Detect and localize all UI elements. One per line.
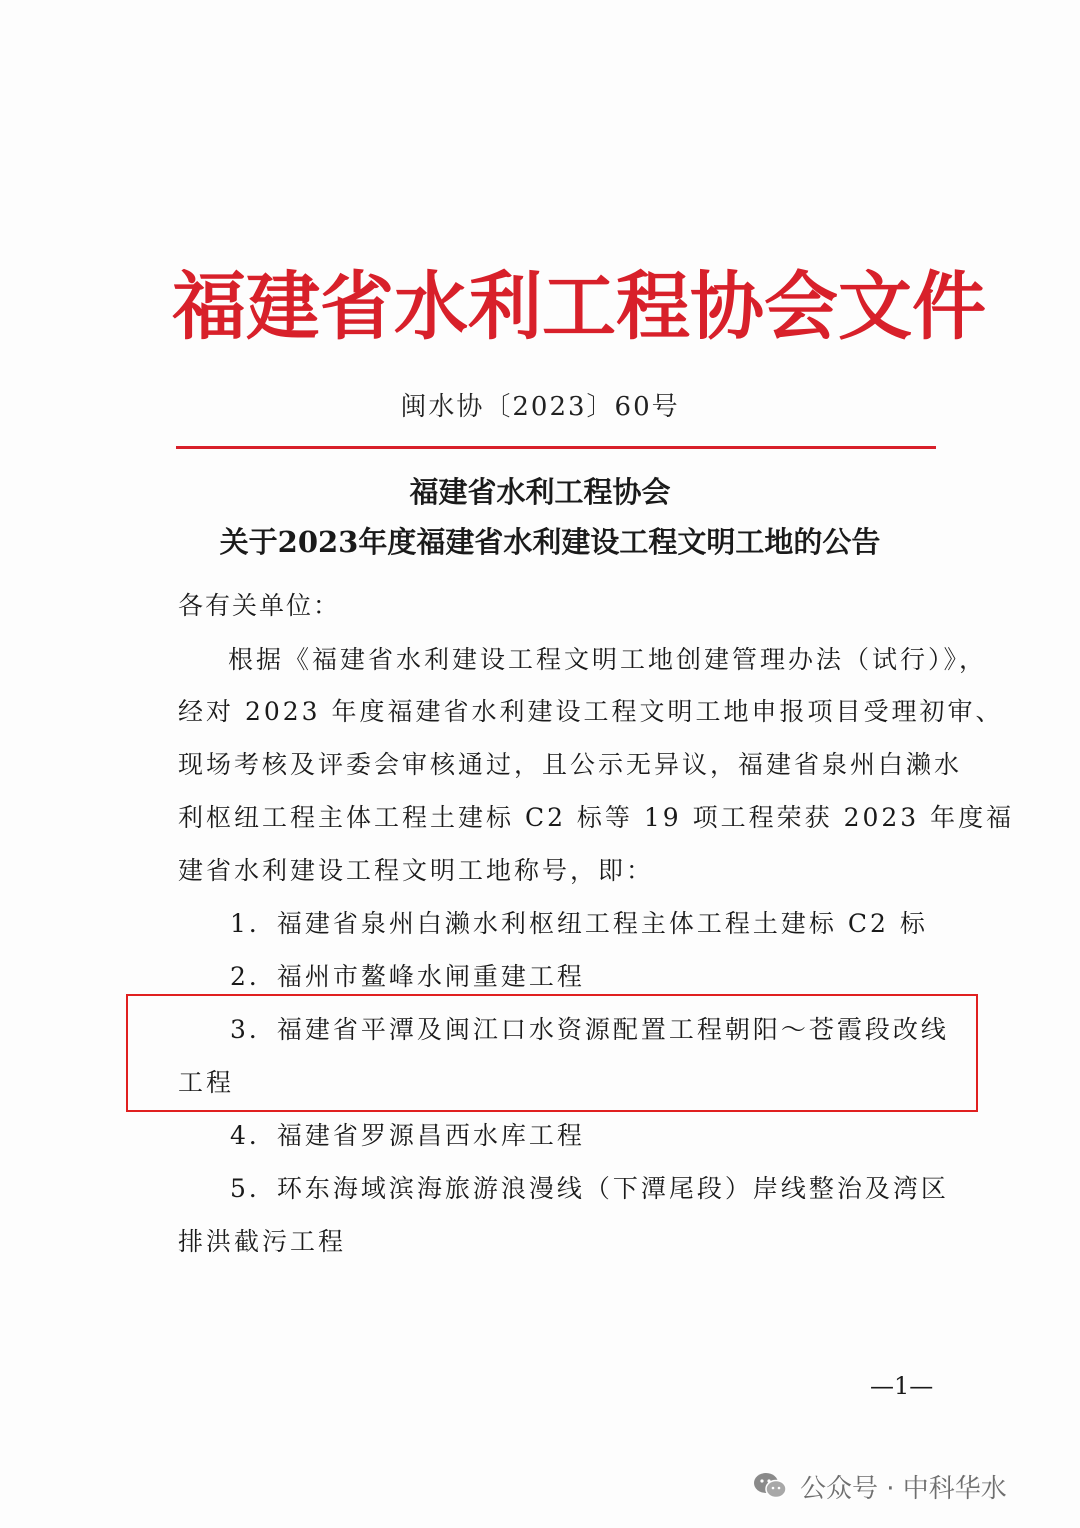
- document-header-title: 福建省水利工程协会文件: [172, 264, 986, 350]
- list-item-continuation: 排洪截污工程: [178, 1227, 347, 1256]
- list-item: 5．环东海域滨海旅游浪漫线（下潭尾段）岸线整治及湾区: [230, 1174, 949, 1203]
- red-divider: [176, 446, 936, 449]
- wechat-icon: [752, 1471, 788, 1501]
- announcement-title-line1: 福建省水利工程协会: [409, 475, 671, 509]
- watermark-text: 公众号 · 中科华水: [800, 1473, 1007, 1504]
- paragraph-line: 现场考核及评委会审核通过，且公示无异议，福建省泉州白濑水: [178, 750, 963, 779]
- salutation: 各有关单位：: [178, 591, 341, 620]
- document-number: 闽水协〔2023〕60号: [400, 392, 680, 422]
- list-item: 4．福建省罗源昌西水库工程: [230, 1121, 585, 1150]
- page-number: —1—: [870, 1372, 934, 1400]
- watermark: [752, 1466, 1007, 1506]
- paragraph-line: 利枢纽工程主体工程土建标 C2 标等 19 项工程荣获 2023 年度福: [178, 803, 1015, 832]
- list-item: 3．福建省平潭及闽江口水资源配置工程朝阳～苍霞段改线: [230, 1015, 949, 1044]
- paragraph-line: 根据《福建省水利建设工程文明工地创建管理办法（试行）》，: [228, 645, 988, 674]
- list-item: 1．福建省泉州白濑水利枢纽工程主体工程土建标 C2 标: [230, 909, 928, 938]
- paragraph-line: 经对 2023 年度福建省水利建设工程文明工地申报项目受理初审、: [178, 697, 1004, 726]
- list-item: 2．福州市鳌峰水闸重建工程: [230, 962, 585, 991]
- paragraph-line: 建省水利建设工程文明工地称号，即：: [178, 856, 655, 885]
- list-item-continuation: 工程: [178, 1068, 235, 1097]
- announcement-title-line2: 关于2023年度福建省水利建设工程文明工地的公告: [219, 525, 881, 559]
- highlight-box: [126, 994, 978, 1112]
